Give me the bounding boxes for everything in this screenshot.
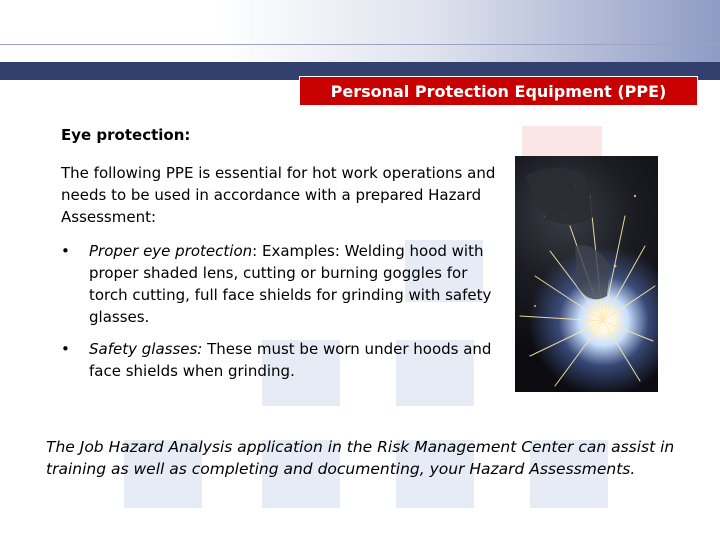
sparks-graphic <box>515 156 658 392</box>
bullet-item <box>61 240 501 328</box>
bullet-lead: Proper eye protection <box>89 242 253 260</box>
header-gradient <box>0 0 720 62</box>
bullet-text <box>89 240 501 328</box>
bullet-marker: • <box>61 340 70 358</box>
section-heading: Eye protection: <box>61 126 191 144</box>
slide-title-bar <box>299 76 698 106</box>
bullet-text <box>89 338 501 382</box>
bullet-body: These must be worn under hoods and face shields when grinding. <box>89 340 492 380</box>
bullet-body: : Examples: Welding hood with proper shaded lens, cutting or burning goggles for torch cutting, full face shields for grinding with safety glasses. <box>89 242 492 326</box>
welding-sparks-photo <box>515 156 658 392</box>
bullet-lead: Safety glasses: <box>89 340 203 358</box>
slide-title: Personal Protection Equipment (PPE) <box>330 81 667 101</box>
header-rule <box>0 44 720 45</box>
bullet-item <box>61 338 501 382</box>
footer-note: The Job Hazard Analysis application in the Risk Management Center can assist in training as well as completing and documenting, your Hazard Assessments. <box>46 438 675 478</box>
intro-paragraph: The following PPE is essential for hot work operations and needs to be used in accordance with a prepared Hazard Assessment: <box>61 164 496 226</box>
bullet-marker: • <box>61 242 70 260</box>
bullet-list <box>61 240 501 382</box>
